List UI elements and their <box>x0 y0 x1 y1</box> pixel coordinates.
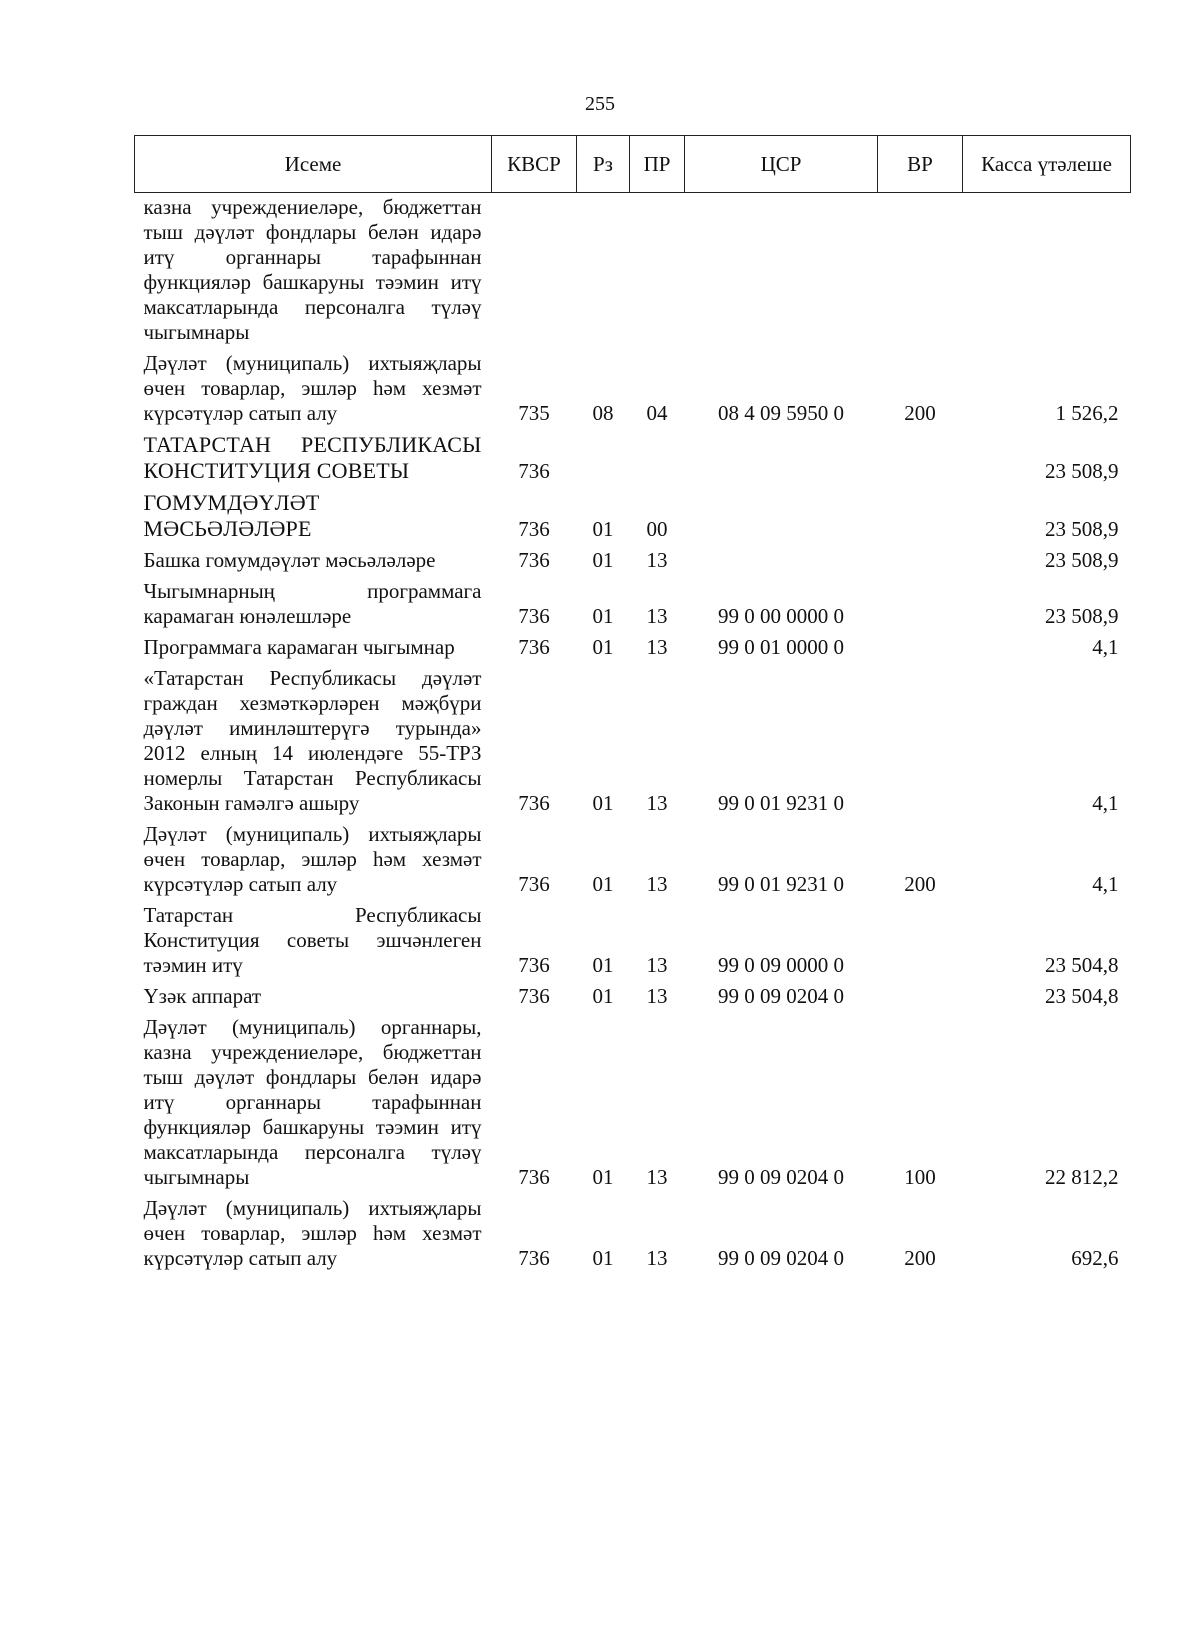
cell-pr: 13 <box>646 635 668 659</box>
cell-kvsr: 736 <box>518 953 550 977</box>
header-name: Исеме <box>135 136 492 193</box>
cell-pr: 13 <box>646 1165 668 1189</box>
cell-csr <box>685 484 878 542</box>
cell-csr <box>685 542 878 573</box>
cell-rz <box>577 193 630 346</box>
cell-name: Дәүләт (муниципаль) ихтыяҗлары өчен товарлар, эшләр һәм хезмәт күрсәтүләр сатып алу <box>143 1196 482 1270</box>
cell-pr: 13 <box>646 604 668 628</box>
cell-sum: 23 508,9 <box>1045 517 1119 541</box>
cell-vr <box>878 897 963 978</box>
cell-csr: 99 0 09 0000 0 <box>718 953 844 977</box>
cell-sum: 692,6 <box>1071 1246 1119 1270</box>
cell-vr <box>878 542 963 573</box>
cell-sum: 1 526,2 <box>1055 401 1119 425</box>
cell-sum: 4,1 <box>1092 872 1119 896</box>
cell-pr: 00 <box>646 517 668 541</box>
cell-kvsr: 736 <box>518 635 550 659</box>
cell-pr <box>630 193 685 346</box>
cell-vr <box>878 573 963 629</box>
cell-rz: 01 <box>592 517 614 541</box>
cell-rz: 01 <box>592 984 614 1008</box>
cell-sum: 4,1 <box>1092 791 1119 815</box>
cell-rz: 01 <box>592 872 614 896</box>
cell-kvsr <box>492 193 577 346</box>
table-row <box>135 897 1131 978</box>
cell-rz: 01 <box>592 1246 614 1270</box>
cell-sum: 23 508,9 <box>1045 604 1119 628</box>
header-rz: Рз <box>577 136 630 193</box>
cell-vr <box>878 193 963 346</box>
cell-pr: 13 <box>646 548 668 572</box>
cell-vr <box>878 660 963 816</box>
cell-kvsr: 736 <box>518 459 550 483</box>
cell-rz: 01 <box>592 953 614 977</box>
cell-kvsr: 736 <box>518 872 550 896</box>
table-body <box>135 193 1131 1272</box>
cell-csr: 99 0 09 0204 0 <box>718 1246 844 1270</box>
cell-rz: 01 <box>592 548 614 572</box>
cell-vr: 200 <box>904 1246 936 1270</box>
cell-kvsr: 735 <box>518 401 550 425</box>
cell-csr: 99 0 09 0204 0 <box>718 984 844 1008</box>
cell-sum <box>963 193 1131 346</box>
table-row <box>135 1009 1131 1190</box>
cell-kvsr: 736 <box>518 984 550 1008</box>
cell-name: Дәүләт (муниципаль) органнары, казна учреждениеләре, бюджеттан тыш дәүләт фондлары белән идарә итү органнары тарафыннан функцияләр башкаруны тәэмин итү максатларында персоналга түләү чыгымнары <box>143 1015 482 1189</box>
budget-table-container <box>134 135 1130 1271</box>
cell-csr: 99 0 01 0000 0 <box>718 635 844 659</box>
table-row <box>135 660 1131 816</box>
cell-kvsr: 736 <box>518 791 550 815</box>
cell-pr <box>630 426 685 484</box>
cell-pr: 13 <box>646 984 668 1008</box>
cell-name: ГОМУМДӘҮЛӘТ МӘСЬӘЛӘЛӘРЕ <box>143 490 320 541</box>
cell-sum: 23 504,8 <box>1045 953 1119 977</box>
cell-vr <box>878 629 963 660</box>
cell-vr <box>878 978 963 1009</box>
cell-sum: 4,1 <box>1092 635 1119 659</box>
cell-rz: 01 <box>592 791 614 815</box>
cell-rz: 01 <box>592 1165 614 1189</box>
cell-name: Үзәк аппарат <box>143 984 262 1008</box>
cell-name: Башка гомумдәүләт мәсьәләләре <box>143 548 436 572</box>
table-row <box>135 345 1131 426</box>
cell-pr: 13 <box>646 872 668 896</box>
cell-vr: 100 <box>904 1165 936 1189</box>
cell-name: Чыгымнарның программага карамаган юнәлешләре <box>143 579 482 628</box>
cell-sum: 22 812,2 <box>1045 1165 1119 1189</box>
table-row <box>135 193 1131 346</box>
cell-kvsr: 736 <box>518 1165 550 1189</box>
cell-name: казна учреждениеләре, бюджеттан тыш дәүләт фондлары белән идарә итү органнары тарафыннан функцияләр башкаруны тәэмин итү максатларында персоналга түләү чыгымнары <box>143 195 482 344</box>
table-row <box>135 1190 1131 1271</box>
cell-pr: 13 <box>646 791 668 815</box>
cell-kvsr: 736 <box>518 604 550 628</box>
cell-csr <box>685 193 878 346</box>
cell-csr <box>685 426 878 484</box>
table-row <box>135 484 1131 542</box>
header-pr: ПР <box>630 136 685 193</box>
cell-rz: 01 <box>592 635 614 659</box>
table-header-row <box>135 136 1131 193</box>
table-row <box>135 629 1131 660</box>
table-row <box>135 426 1131 484</box>
cell-name: Дәүләт (муниципаль) ихтыяҗлары өчен товарлар, эшләр һәм хезмәт күрсәтүләр сатып алу <box>143 351 482 425</box>
cell-name: Дәүләт (муниципаль) ихтыяҗлары өчен товарлар, эшләр һәм хезмәт күрсәтүләр сатып алу <box>143 822 482 896</box>
cell-kvsr: 736 <box>518 1246 550 1270</box>
header-vr: ВР <box>878 136 963 193</box>
cell-vr: 200 <box>904 401 936 425</box>
cell-pr: 13 <box>646 953 668 977</box>
cell-csr: 99 0 01 9231 0 <box>718 791 844 815</box>
table-row <box>135 816 1131 897</box>
cell-name: Татарстан Республикасы Конституция советы эшчәнлеген тәэмин итү <box>143 903 482 977</box>
cell-pr: 13 <box>646 1246 668 1270</box>
header-sum: Касса үтәлеше <box>963 136 1131 193</box>
cell-csr: 99 0 00 0000 0 <box>718 604 844 628</box>
cell-name: «Татарстан Республикасы дәүләт граждан хезмәткәрләрен мәҗбүри дәүләт иминләштерүгә турында» 2012 елның 14 июлендәге 55-ТРЗ номерлы Татарстан Республикасы Законын гамәлгә ашыру <box>143 666 482 815</box>
cell-rz: 08 <box>592 401 614 425</box>
cell-sum: 23 508,9 <box>1045 548 1119 572</box>
cell-kvsr: 736 <box>518 548 550 572</box>
header-csr: ЦСР <box>685 136 878 193</box>
cell-sum: 23 508,9 <box>1045 459 1119 483</box>
cell-name: ТАТАРСТАН РЕСПУБЛИКАСЫ КОНСТИТУЦИЯ СОВЕТЫ <box>143 432 482 483</box>
table-row <box>135 542 1131 573</box>
cell-pr: 04 <box>646 401 668 425</box>
cell-name: Программага карамаган чыгымнар <box>143 635 455 659</box>
page-number: 255 <box>585 93 615 115</box>
cell-rz: 01 <box>592 604 614 628</box>
cell-sum: 23 504,8 <box>1045 984 1119 1008</box>
cell-vr <box>878 484 963 542</box>
cell-vr <box>878 426 963 484</box>
cell-csr: 99 0 01 9231 0 <box>718 872 844 896</box>
header-kvsr: КВСР <box>492 136 577 193</box>
cell-csr: 99 0 09 0204 0 <box>718 1165 844 1189</box>
cell-csr: 08 4 09 5950 0 <box>718 401 844 425</box>
cell-rz <box>577 426 630 484</box>
budget-execution-table <box>134 135 1131 1271</box>
table-row <box>135 978 1131 1009</box>
cell-kvsr: 736 <box>518 517 550 541</box>
table-row <box>135 573 1131 629</box>
cell-vr: 200 <box>904 872 936 896</box>
